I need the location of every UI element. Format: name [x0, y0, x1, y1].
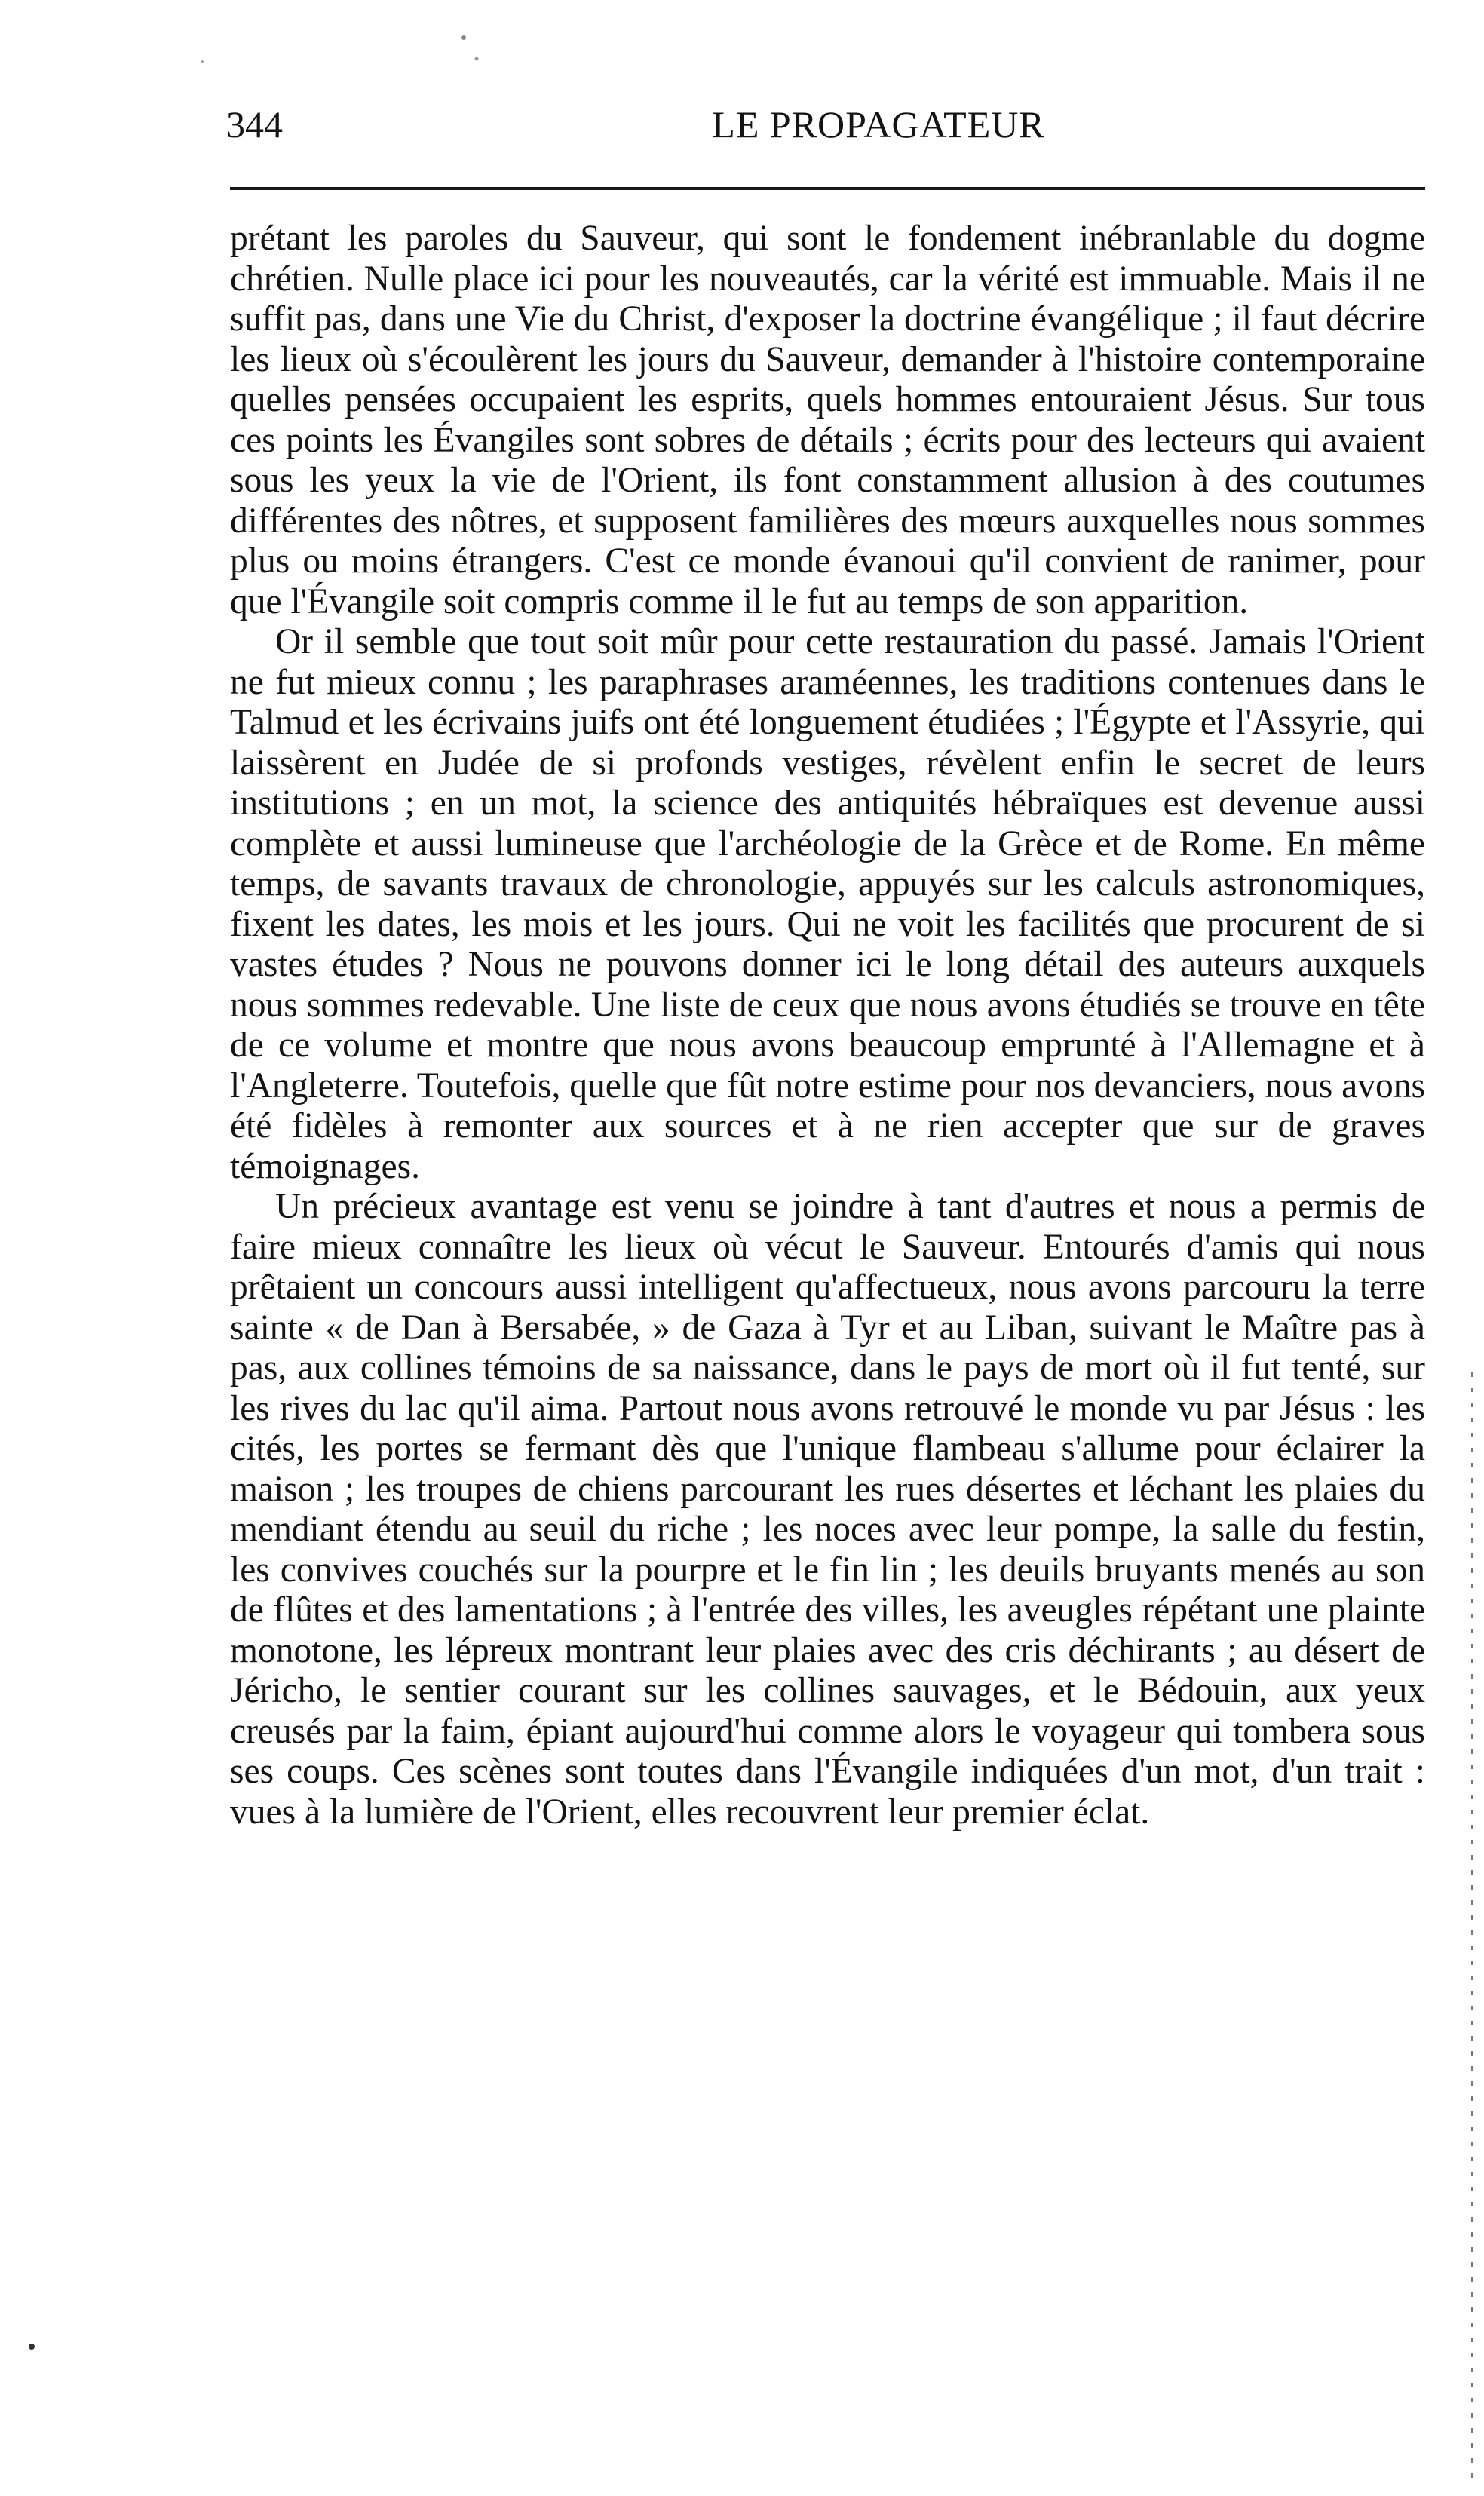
page-header	[226, 98, 1440, 151]
header-rule	[230, 187, 1425, 190]
body-text	[230, 219, 1425, 1832]
scan-speck	[461, 35, 466, 40]
paragraph: prétant les paroles du Sauveur, qui sont le fondement inébranlable du dogme chrétien. Nulle place ici pour les nouveautés, car la vérité est immuable. Mais il ne suffit pas, dans une Vie du Christ, d'exposer la doctrine évangélique ; il faut décrire les lieux où s'écoulèrent les jours du Sauveur, demander à l'histoire contemporaine quelles pensées occupaient les esprits, quels hommes entouraient Jésus. Sur tous ces points les Évangiles sont sobres de détails ; écrits pour des lecteurs qui avaient sous les yeux la vie de l'Orient, ils font constamment allusion à des coutumes différentes des nôtres, et supposent familières des mœurs auxquelles nous sommes plus ou moins étrangers. C'est ce monde évanoui qu'il convient de ranimer, pour que l'Évangile soit compris comme il le fut au temps de son apparition.	[230, 219, 1425, 621]
page-number: 344	[226, 103, 283, 146]
paragraph: Un précieux avantage est venu se joindre à tant d'autres et nous a permis de faire mieux connaître les lieux où vécut le Sauveur. Entourés d'amis qui nous prêtaient un concours aussi intelligent qu'affectueux, nous avons parcouru la terre sainte « de Dan à Bersabée, » de Gaza à Tyr et au Liban, suivant le Maître pas à pas, aux collines témoins de sa naissance, dans le pays de mort où il fut tenté, sur les rives du lac qu'il aima. Partout nous avons retrouvé le monde vu par Jésus : les cités, les portes se fermant dès que l'unique flambeau s'allume pour éclairer la maison ; les troupes de chiens parcourant les rues désertes et léchant les plaies du mendiant étendu au seuil du riche ; les noces avec leur pompe, la salle du festin, les convives couchés sur la pourpre et le fin lin ; les deuils bruyants menés au son de flûtes et des lamentations ; à l'entrée des villes, les aveugles répétant une plainte monotone, les lépreux montrant leur plaies avec des cris déchirants ; au désert de Jéricho, le sentier courant sur les collines sauvages, et le Bédouin, aux yeux creusés par la faim, épiant aujourd'hui comme alors le voyageur qui tombera sous ses coups. Ces scènes sont toutes dans l'Évangile indiquées d'un mot, d'un trait : vues à la lumière de l'Orient, elles recouvrent leur premier éclat.	[230, 1187, 1425, 1832]
scan-speck	[475, 57, 479, 61]
scan-speck	[201, 60, 204, 63]
running-title: LE PROPAGATEUR	[712, 103, 1045, 146]
scan-speck	[29, 2344, 35, 2350]
paragraph: Or il semble que tout soit mûr pour cette restauration du passé. Jamais l'Orient ne fut mieux connu ; les paraphrases araméennes, les traditions contenues dans le Talmud et les écrivains juifs ont été longuement étudiées ; l'Égypte et l'Assyrie, qui laissèrent en Judée de si profonds vestiges, révèlent enfin le secret de leurs institutions ; en un mot, la science des antiquités hébraïques est devenue aussi complète et aussi lumineuse que l'archéologie de la Grèce et de Rome. En même temps, de savants travaux de chronologie, appuyés sur les calculs astronomiques, fixent les dates, les mois et les jours. Qui ne voit les facilités que procurent de si vastes études ? Nous ne pouvons donner ici le long détail des auteurs auxquels nous sommes redevable. Une liste de ceux que nous avons étudiés se trouve en tête de ce volume et montre que nous avons beaucoup emprunté à l'Allemagne et à l'Angleterre. Toutefois, quelle que fût notre estime pour nos devanciers, nous avons été fidèles à remonter aux sources et à ne rien accepter que sur de graves témoignages.	[230, 622, 1425, 1186]
